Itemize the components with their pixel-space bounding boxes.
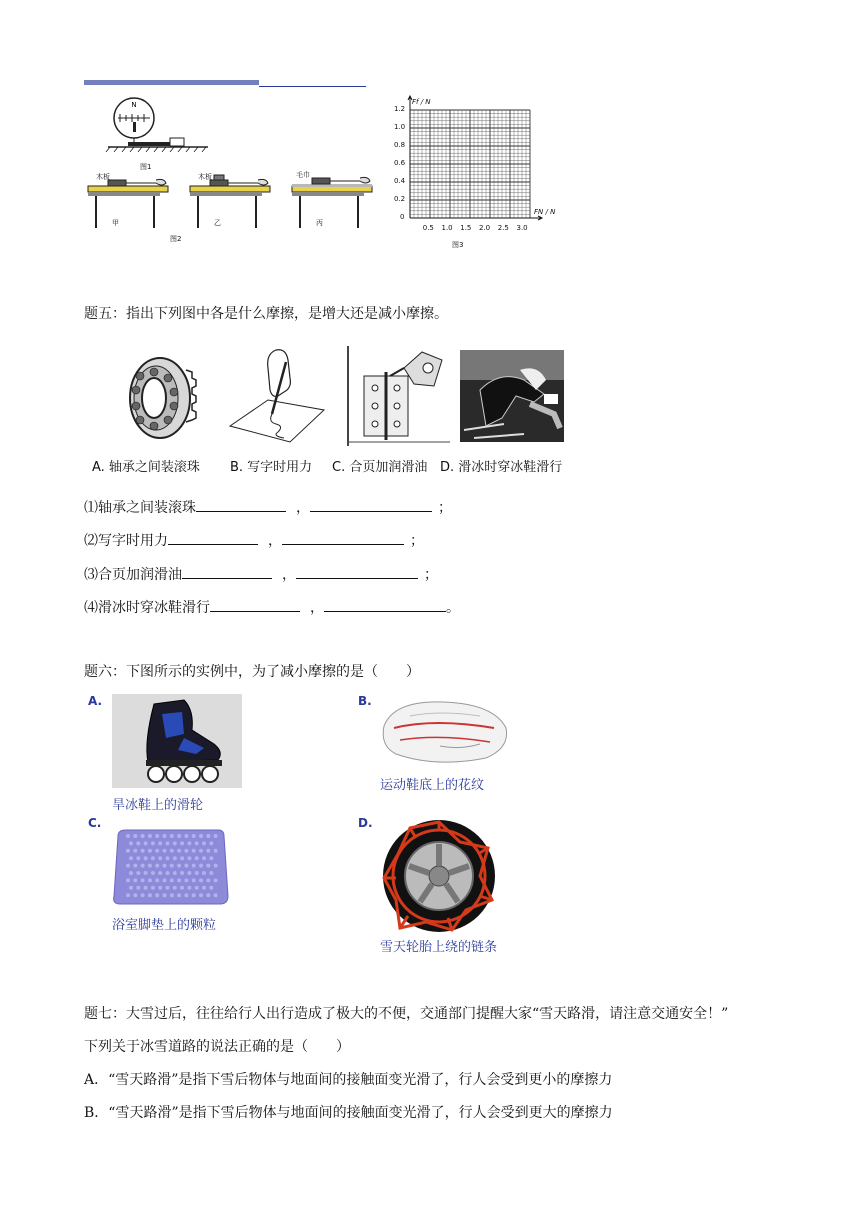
setup-label-2: 乙 [214,219,221,227]
mat-bump [166,886,170,890]
mat-bump [206,878,210,882]
q5-image-caption-d: D. 滑冰时穿冰鞋滑行 [440,460,563,475]
q5-line-2-sep: ， [268,533,282,549]
q6-title: 题六：下图所示的实例中，为了减小摩擦的是（ ） [84,664,420,680]
mat-bump [129,856,133,860]
bath-mat-image[interactable] [112,820,230,910]
mat-bump [199,893,203,897]
graph-x-tick-label: 1.0 [441,224,453,232]
mat-bump [184,864,188,868]
q7-choice-b[interactable]: B．“雪天路滑”是指下雪后物体与地面间的接触面变光滑了，行人会受到更大的摩擦力 [84,1105,613,1121]
q5-line-4-end: 。 [446,600,460,616]
q5-line-2 [84,530,424,551]
mat-bump [173,871,177,875]
mat-bump [195,886,199,890]
q5-line-3-blank-type[interactable] [182,564,272,579]
mat-bump [129,841,133,845]
mat-bump [202,856,206,860]
figure-2 [86,172,386,252]
inline-skate-image[interactable] [112,694,242,788]
mat-bump [148,878,152,882]
mat-bump [136,856,140,860]
q5-line-4-blank-type[interactable] [210,597,300,612]
mat-bump [184,878,188,882]
mat-bump [163,849,167,853]
mat-bump [184,893,188,897]
mat-bump [126,849,130,853]
q6-option-b-letter: B. [358,694,372,708]
mat-bump [177,864,181,868]
graph-x-tick-label: 3.0 [516,224,528,232]
mat-bump [155,878,159,882]
q5-line-3 [84,564,438,585]
mat-bump [163,864,167,868]
q5-line-1-blank-effect[interactable] [310,497,432,512]
mat-bump [180,841,184,845]
graph-y-tick-label: 0.4 [394,177,406,185]
mat-bump [133,849,137,853]
mat-bump [180,886,184,890]
q5-title: 题五：指出下列图中各是什么摩擦，是增大还是减小摩擦。 [84,306,448,322]
mat-bump [206,864,210,868]
mat-bump [129,886,133,890]
mat-bump [195,856,199,860]
mat-bump [206,849,210,853]
setup-label-3: 丙 [316,219,323,227]
board-label-1: 木板 [96,173,110,181]
mat-bump [151,841,155,845]
q5-line-2-end: ； [410,533,424,549]
q5-line-1-end: ； [438,500,452,516]
q5-line-3-prefix: ⑶合页加润滑油 [84,567,182,583]
mat-bump [206,834,210,838]
mat-bump [180,856,184,860]
mat-bump [170,864,174,868]
figure-1-label: 图1 [140,163,152,171]
mat-bump [187,871,191,875]
mat-bump [155,849,159,853]
hinge-oil-image [338,346,450,446]
mat-bump [199,849,203,853]
q5-line-4-prefix: ⑷滑冰时穿冰鞋滑行 [84,600,210,616]
mat-bump [177,878,181,882]
q6-option-a-letter: A. [88,694,103,708]
q5-line-2-blank-effect[interactable] [282,530,404,545]
q5-images [84,342,584,478]
figure-1 [104,96,214,176]
graph-x-axis-label: FN / N [534,208,556,216]
mat-bump [187,886,191,890]
cropped-text-line [84,80,366,88]
q5-image-caption-b: B. 写字时用力 [230,460,313,475]
mat-bump [151,886,155,890]
mat-bump [144,841,148,845]
figure-2-label: 图2 [170,235,182,243]
q5-line-3-blank-effect[interactable] [296,564,418,579]
q6-option-d-letter: D. [358,816,373,830]
snow-chain-tire-image[interactable] [380,818,498,934]
mat-bump [173,886,177,890]
mat-bump [166,841,170,845]
mat-bump [133,878,137,882]
mat-bump [126,864,130,868]
svg-text:N: N [131,101,137,109]
mat-bump [126,834,130,838]
mat-bump [192,864,196,868]
q5-image-caption-c: C. 合页加润滑油 [332,460,428,475]
q6-option-a-caption: 旱冰鞋上的滑轮 [112,798,204,813]
mat-bump [136,886,140,890]
mat-bump [155,834,159,838]
mat-bump [163,834,167,838]
graph-y-tick-label: 0.6 [394,159,406,167]
mat-bump [133,864,137,868]
mat-bump [141,849,145,853]
q5-line-4 [84,597,460,618]
mat-bump [195,841,199,845]
mat-bump [126,878,130,882]
mat-bump [144,856,148,860]
graph-y-axis-label: Ff / N [412,98,431,106]
mat-bump [155,864,159,868]
board-label-2: 木板 [198,173,212,181]
mat-bump [214,834,218,838]
graph-caption: 图3 [452,241,464,249]
mat-bump [192,849,196,853]
mat-bump [206,893,210,897]
mat-bump [163,893,167,897]
setup-label-1: 甲 [112,219,119,227]
mat-bump [151,871,155,875]
mat-bump [136,841,140,845]
mat-bump [173,841,177,845]
q7-line-1: 题七：大雪过后，往往给行人出行造成了极大的不便，交通部门提醒大家“雪天路滑，请注意交通安全！” [84,1006,729,1022]
mat-bump [129,871,133,875]
q7-line-2: 下列关于冰雪道路的说法正确的是（ ） [84,1039,350,1055]
mat-bump [170,893,174,897]
mat-bump [144,871,148,875]
mat-bump [214,864,218,868]
mat-bump [141,878,145,882]
mat-bump [155,893,159,897]
mat-bump [133,893,137,897]
graph-x-tick-label: 0.5 [422,224,434,232]
mat-bump [141,834,145,838]
mat-bump [136,871,140,875]
mat-bump [158,871,162,875]
q5-line-1-blank-type[interactable] [196,497,286,512]
mat-bump [209,856,213,860]
mat-bump [209,841,213,845]
mat-bump [173,856,177,860]
graph-x-tick-label: 1.5 [460,224,472,232]
board-label-3: 毛巾 [296,171,310,179]
graph-y-tick-label: 1.0 [394,123,406,131]
mat-bump [144,886,148,890]
mat-bump [148,849,152,853]
writing-hand-image [224,342,328,446]
q5-line-2-prefix: ⑵写字时用力 [84,533,168,549]
mat-bump [170,834,174,838]
graph-y-tick-label: 0.8 [394,141,406,149]
mat-bump [148,864,152,868]
q6-option-c-caption: 浴室脚垫上的颗粒 [112,918,217,933]
q5-image-caption-a: A. 轴承之间装滚珠 [92,460,200,475]
mat-bump [166,871,170,875]
mat-bump [209,871,213,875]
mat-bump [184,834,188,838]
q5-line-3-sep: ， [282,567,296,583]
q5-line-1 [84,497,452,518]
mat-bump [202,886,206,890]
mat-bump [177,849,181,853]
mat-bump [187,856,191,860]
mat-bump [170,849,174,853]
mat-bump [199,878,203,882]
q6-option-c-letter: C. [88,816,102,830]
q5-line-1-sep: ， [296,500,310,516]
mat-bump [158,841,162,845]
mat-bump [170,878,174,882]
q5-line-2-blank-type[interactable] [168,530,258,545]
bearing-image [112,350,208,446]
q5-line-3-end: ； [424,567,438,583]
mat-bump [133,834,137,838]
mat-bump [126,893,130,897]
q6-option-d-caption: 雪天轮胎上绕的链条 [380,940,498,955]
mat-bump [199,864,203,868]
graph-y-tick-label: 0.2 [394,195,406,203]
mat-bump [192,878,196,882]
mat-bump [141,893,145,897]
mat-bump [177,893,181,897]
figure-3-graph [396,94,566,254]
mat-bump [214,849,218,853]
mat-bump [214,878,218,882]
mat-bump [163,878,167,882]
q5-line-4-blank-effect[interactable] [324,597,446,612]
mat-bump [199,834,203,838]
graph-x-tick-label: 2.0 [479,224,491,232]
mat-bump [180,871,184,875]
mat-bump [192,893,196,897]
mat-bump [214,893,218,897]
mat-bump [202,841,206,845]
mat-bump [192,834,196,838]
mat-bump [177,834,181,838]
mat-bump [202,871,206,875]
mat-bump [148,834,152,838]
q5-line-4-sep: ， [310,600,324,616]
q5-line-1-prefix: ⑴轴承之间装滚珠 [84,500,196,516]
mat-bump [187,841,191,845]
mat-bump [209,886,213,890]
graph-y-tick-label: 0 [400,213,405,221]
speed-skating-image [460,350,564,442]
mat-bump [184,849,188,853]
mat-bump [151,856,155,860]
graph-x-tick-label: 2.5 [497,224,509,232]
q6-option-b-caption: 运动鞋底上的花纹 [380,778,485,793]
sneaker-sole-image[interactable] [380,696,510,766]
q7-choice-a[interactable]: A．“雪天路滑”是指下雪后物体与地面间的接触面变光滑了，行人会受到更小的摩擦力 [84,1072,613,1088]
mat-bump [141,864,145,868]
mat-bump [195,871,199,875]
mat-bump [158,856,162,860]
graph-y-tick-label: 1.2 [394,105,406,113]
mat-bump [148,893,152,897]
mat-bump [158,886,162,890]
mat-bump [166,856,170,860]
